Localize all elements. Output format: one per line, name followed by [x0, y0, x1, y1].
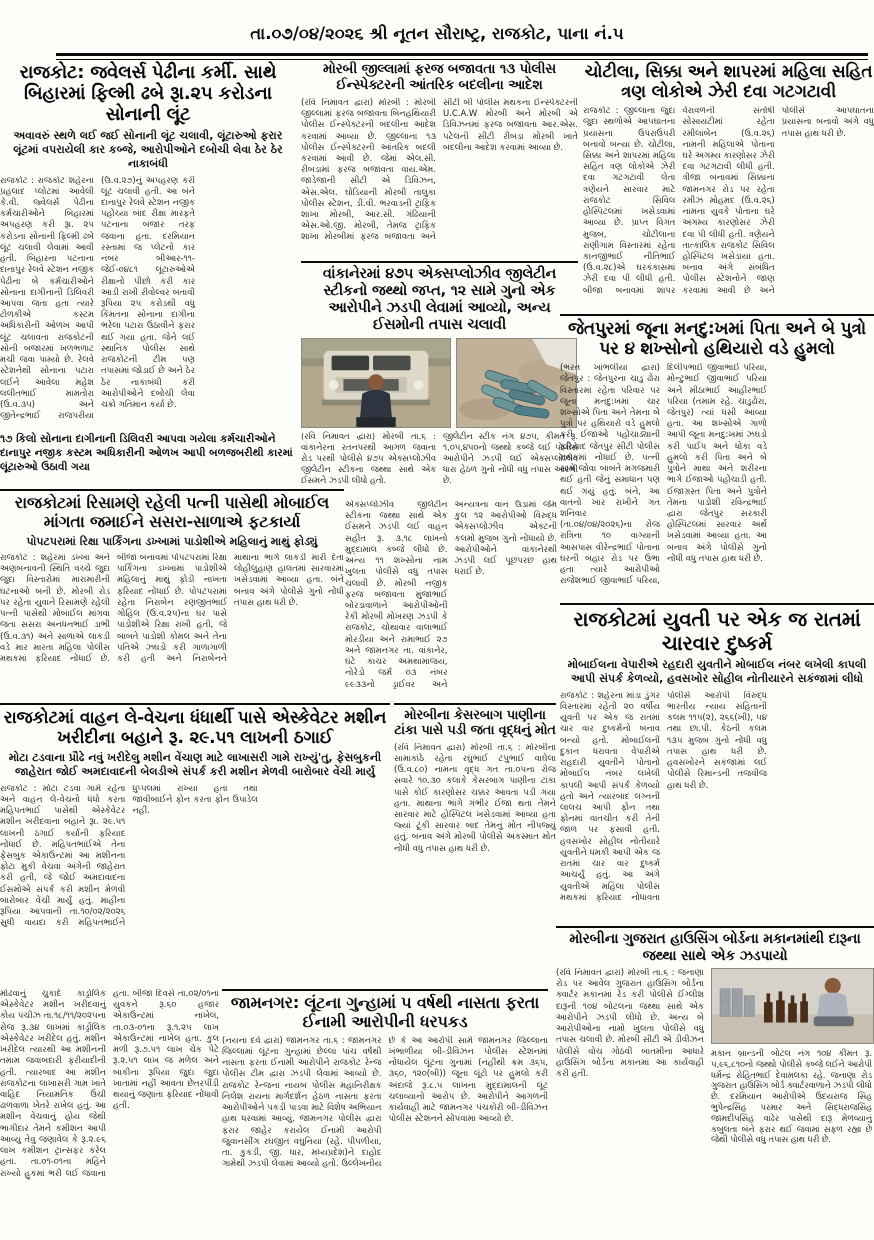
page-header-dateline: તા.૦૭/૦૪/૨૦૨૬ શ્રી નૂતન સૌરાષ્ટ્ર, રાજકોટ, પાના નં.૫: [250, 24, 624, 43]
caption-row: [301, 431, 578, 485]
liquor-seizure-photo: [711, 968, 874, 1044]
article-gelatin-seizure: [301, 261, 578, 497]
headline: ચોટીલા, સિક્કા અને શાપરમાં મહિલા સહિત ત્રણ લોકોએ ઝેરી દવા ગટગટાવી: [584, 62, 873, 103]
article-wife-mobile-dispute: [0, 489, 344, 701]
headline: મોરબીના કેસરબાગ પાણીના ટાંકા પાસે પડી જતા વૃદ્ધનું મોત: [394, 708, 556, 739]
photo-caption: મકાન બ્રાન્ડની બોટલ નંગ ૧૦૪ કીમત રૂ. ૫,૯૬,૮૧૦નો જથ્થો પોલીસે કબ્જે લઈને આરોપી ધર્મેન્દ્ર રોહિતભાઈ દેવામલકા રહે. જનાણા રોડ ગુજરાત હાઉસિંગ બોર્ડ ક્વાર્ટરવાળાને ઝડપી લીધો છે. દરમિયાન આરોપીએ ઉદયરાજ સિંહ ભુપેન્દ્રસિંહ પરમાર અને સિદ્ધરાજસિંહ જામદીપસિંહ વાઢેર પાસેથી દારૂ મેળવ્યાનું કબુલતા બંને ફરાર થઈ જવામાં સફળ રહ્યા છે જેથી પોલીસે વધુ તપાસ હાથ ધરી છે.: [711, 1048, 872, 1145]
article-jamnagar-arrest: [222, 989, 548, 1189]
article-body: એક્સપ્લોઝીવ જીલેટીન સ્ટીકના જથ્થા સાથે એક ઈસમને ઝડપી લઈ વાહન સહીત રૂ. ૩.૧૮ લાખનો મુદ્દામાલ કબ્જે લીધો છે. અન્ય ૧૧ શખ્સોના નામ ખુલતા પોલીસે વધુ તપાસ ચલાવી છે. મોરબી નજીક ફરજ બજાવતા મુંજાભાઈ બોરડાવાળાને આરોપીઓની રેકી મોરબી મોખરણ ઝડપી કે રાજકોટ, ચોથાવાર વાલાભાઈ મોરડીયા અને રામાભાઈ ૨૭ અને જામનગર તા. વાંકાનેર, ઘંટે કાચર અમથામાજય, નોરેડો જર્મ ૦૩ નંબર ૯૯૩૩નો ડ્રાઈવર અને અન્યત્રના વાન ઉંડામાં જેમ કુલ ૧૨ આરોપીઓ વિરુદ્ધ એક્સપ્લોઝીવ એક્ટની કલમો મુજબ ગુનો નોંધાયો છે. આરોપીઓને વાંકાનેરથી ઝડપી લઈ પૂછપરછ હાથ ધરાઈ છે.: [345, 500, 557, 690]
article-body: (નયના દવે દ્વારા) જામનગર તા.૬ : જામનગર જિલ્લામાં લૂંટના ગુન્હામાં છેલ્લા પાંચ વર્ષથી નાસતા ફરતા ઈનામી આરોપીને રાજકોટ રેન્જ પોલીસ ટીમ દ્વારા ઝડપી લેવામાં આવ્યો છે. રાજકોટ રેન્જના નાયબ પોલીસ મહાનિરીક્ષક નિલેશ રાયના માર્ગદર્શન હેઠળ નાસતા ફરતા આરોપીઓને પકડી પાડવા માટે વિશેષ અભિયાન હાથ ધરવામાં આવ્યું. જામનગર પોલીસ દ્વારા ફરાર જાહેર કરાયેલ ઈનામી આરોપી જુવાનસીંગ રઘજીત વઘુનિયા (રહે. પીપળીયા, તા. કુકડી, જી. ધાર, મધ્યપ્રદેશ)ને દાહોદ ગામેથી ઝડપી લેવામાં આવ્યો હતો. ઉલ્લેખનીય છે કે આ આરોપી સામે જામનગર જિલ્લાના ખંભાળીયા બી-ડીવિઝન પોલીસ સ્ટેશનમાં નોંધાયેલ લૂંટના ગુનામાં (નહીંથી ક્રમ ૩૬૫, ૩૬૦, ૧૨૦(બી)) જૂના લૂંટો પર હુમલો કરી અંદાજે રૂ.૮.૫ લાખના મુદ્દામાલની લૂંટ ચલાવ્યાનો આરોપ છે. આરોપીને આગળની કાર્યવાહી માટે જામનગર પંચકોરી બી-ડીવિઝન પોલીસ સ્ટેશનને સોંપવામાં આવ્યો છે.: [222, 1035, 548, 1170]
gelatin-sticks-illustration: [457, 339, 576, 427]
article-body: રાજકોટ : શહેરમાં ડખ્ખા અને અણબનાવની સ્થિતિ વચ્ચે જુદા જુદા વિસ્તારોમાં મારામારીની ઘટનાઓ બની છે. મોરબી રોડ પર રહેતા યુવાને રિસામણે રહેલી પત્ની પાસેથી મોબાઈલ માંગવા જતા સસરા અનધનભાઈ ડાભી (ઉ.વ.૩૧) અને સાળાએ લાકડી વડે માર મારતા મહિલા પોલીસ મથકમાં ફરિયાદ નોંધાઈ છે. બીજા બનાવમાં પોપટપરામાં રિક્ષા પાર્કિંગના ડખ્ખામાં પાડોશીએ મહિલાનું માથું ફોડી નાખતા ફરિયાદ નોંધાઈ છે. પોપટપરામાં રહેતા નિરાબેન રણજીતભાઈ ગોહિલ (ઉ.વ.૨૫)ના ઘર પાસે પાડોશીએ રિક્ષા રાખી હતી, જે બાબતે પાડોશી કોમલ અને તેના પતિએ ઝઘડો કરી ગાળાગાળી કરી હતી અને નિરાબેનને માથાના ભાગે લાકડી મારી દેતા લોહીલુહાણ હાલતમાં સારવારમાં ખસેડવામાં આવ્યા હતા. બંને બનાવ અંગે પોલીસે ગુનો નોંધી તપાસ હાથ ધરી છે.: [0, 553, 344, 665]
headline: મોરબીના ગુજરાત હાઉસિંગ બોર્ડના મકાનમાંથી દારૂના જથ્થા સાથે એક ઝડપાયો: [569, 931, 861, 964]
liquor-seizure-illustration: [712, 969, 873, 1043]
article-excavator-continuation: [0, 989, 219, 1187]
article-jetpur-attack: [560, 314, 874, 601]
article-liquor-seizure: [556, 926, 874, 1238]
headline: જેતપુરમાં જૂના મનદુ:ખમાં પિતા અને બે પુત્રો પર ૪ શખ્સોનો હથિયારો વડે હુમલો: [568, 319, 866, 360]
subheadline: પોપટપરામાં રિક્ષા પાર્કિંગના ડખ્ખામાં પાડોશીએ મહિલાનું માથું ફોડ્યું: [26, 534, 318, 548]
photo-caption-left: (રવિ નિમાવત દ્વારા) મોરબી તા.૬ : વાંકાનેરના રતનપરથી આગળ જવાના રોડ પરથી પોલીસે ૪૭૫ એક્સપ્લોઝીવ જીલેટીન સ્ટીકના જથ્થા સાથે એક ઈસમને ઝડપી લીધો હતો.: [301, 431, 436, 485]
bold-footer: ૧૭ કિલો સોનાના દાગીનાની ડિલિવરી આપવા ગયેલા કર્મચારીઓને દાનાપુર નજીક કસ્ટમ અધિકારીની ઓળખ આપી બળજબરીથી કારમાં લૂંટારુઓ ઉઠાવી ગયા: [0, 432, 293, 473]
police-vehicle-photo: [301, 338, 451, 428]
headline: જામનગર: લૂંટના ગુન્હામાં ૫ વર્ષથી નાસતા ફરતા ઈનામી આરોપીની ધરપકડ: [230, 993, 540, 1031]
article-body: (ભરત ખાંભલીયા દ્વારા) જેતપુર : જેતપુરના ચાડુ ઢોરા વિસ્તારમાં રહેતા પરિવાર પર જૂના મનદુ:ખમાં ચાર શખ્સોએ પિતા અને તેમના બે પુત્રો પર હથિયારો વડે હુમલો કરી ઈજાઓ પહોંચાડ્યાની ફરિયાદ જેતપુર સીટી પોલીસ મથકમાં નોંધાઈ છે. પત્ની સામે જોવા બાબતે મગજમારી થઈ હતી જેનું સમાધાન પણ થઈ ગયું હતું. બંને, આ વાતનો ખાર રાખીને ગત શનિવાર (તા.૦૪/૦૪/૨૦૨૬)ના રોજ રાત્રિના ૧૦ વાગ્યાની આસપાસ વીરેન્દ્રભાઈ પોતાના ઘરની બહાર રોડ પર ઉભા હતા ત્યારે આરોપીઓ રાજેશભાઈ જીવાભાઈ પરિયા, દિલીપભાઈ જીવાભાઈ પરિયા, મોન્ટુભાઈ જીવાભાઈ પરિયા અને મીઠાભાઈ આહીરભાઈ પરિયા (તમામ રહે. ચાડુઢોરા, જેતપુર) ત્યાં ધસી આવ્યા હતા. આ શખ્સોએ ગાળો આપી જૂના મનદુ:ખમાં ઝઘડો કરી પાઈપ અને ધોકા વડે હુમલો કરી પિતા અને બે પુત્રોને માથા અને શરીરના ભાગે ઈજાઓ પહોંચાડી હતી. ઈજાગ્રસ્ત પિતા અને પુત્રોને તેમના પાડોશી રવિન્દ્રભાઈ દ્વારા જેતપુર સરકારી હોસ્પિટલમાં સારવાર અર્થે ખસેડવામાં આવ્યા હતા. આ બનાવ અંગે પોલીસે ગુનો નોંધી વધુ તપાસ હાથ ધરી છે.: [560, 363, 767, 587]
article-body: રાજકોટ : રાજકોટ શહેરના પ્રહલાદ પ્લોટમાં આવેલી કે.વી. જ્વેલર્સ પેઢીના કર્મચારીઓને બિહારમાં અપહરણ કરી રૂા. ૨૫ કરોડના સોનાની ફિલ્મી ઢબે લૂંટ ચલાવી લેવામાં આવી હતી. બિહારના પટનાના દાનાપુર રેલવે સ્ટેશન નજીક પેઢીના બે કર્મચારીઓને સોનાના દાગીનાની ડિલિવરી આપવા જતા હતા ત્યારે ટોળકીએ કસ્ટમ અધિકારીની ઓળખ આપી લૂંટ ચલાવતા રાજકોટની સોની બજારમાં ખળભળાટ મચી જવા પામ્યો છે. રેલવે સ્ટેશનેથી સોનાના પટારા લઈને આવેલા મહેશ લલીતભાઈ મામતોરા (ઉ.વ.૩૫) અને જીતેન્દ્રભાઈ રાજપરીયા (ઉ.વ.૨૭)નું અપહરણ કરી લૂંટ ચલાવી હતી. આ બંને દાનાપુર રેલવે સ્ટેશન નજીક પહોંચ્યા બાદ રીક્ષા મારફતે પટનાના બજાર તરફ જવાના હતા. દરમિયાન રસ્તામાં જ પ્લેટનો કાર નંબર બીઆર-૧૧-જેઈ-૦૪૮૧ લૂંટારુઓએ રીક્ષાનો પીછો કરી કાર આડી રાખી રીવોલ્વર બતાવી રૂપિયા ૨૫ કરોડથી વધુ કિંમતના સોનાના દાગીના ભરેલા પટારા ઉઠાવીને ફરાર થઈ ગયા હતા. જેને લઈ સ્થાનિક પોલીસ સાથે રાજકોટની ટીમ પણ તપાસમાં જોડાઈ છે અને ઠેર ઠેર નાકાબંધી કરી આરોપીઓને દબોચી લેવા ચક્રો ગતિમાન કર્યા છે.: [0, 175, 195, 422]
article-body: રાજકોટ : જીલ્લાના જુદા જુદા સ્થળોએ આપઘાતના પ્રયાસના ઉપરાઉપરી બનાવો બન્યા છે. ચોટીલા, સિક્કા અને શાપરમાં મહિલા સહિત ત્રણ લોકોએ ઝેરી દવા ગટગટાવી લેતા ત્રણેયને સારવાર માટે રાજકોટ સિવિલ હોસ્પિટલમાં ખસેડવામાં આવ્યા છે. પ્રાપ્ત વિગત મુજબ, ચોટીલાના રાણીગામ વિસ્તારમાં રહેતા કાનજીભાઈ નીતિભાઈ (ઉ.વ.૨૮)એ ઘરકંકાસમાં ઝેરી દવા પી લીધી હતી. બીજા બનાવમાં શાપર વેરાવળની સંતોષી સોસાયટીમાં રહેતા રમીલાબેન (ઉ.વ.૨૬) નામની મહિલાએ પોતાના ઘરે અગમ્ય કારણોસર ઝેરી દવા ગટગટાવી લીધી હતી. ત્રીજા બનાવમાં સિક્કાના જામનગર રોડ પર રહેતા રમીઝ મોહમદ (ઉ.વ.૨૬) નામના યુવકે પોતાના ઘરે અગમ્ય કારણોસર ઝેરી દવા પી લીધી હતી. ત્રણેયને તાત્કાલિક રાજકોટ સિવિલ હોસ્પિટલ ખસેડાયા હતા. બનાવ અંગે સંબંધિત પોલીસ સ્ટેશનોને જાણ કરવામાં આવી છે અને પોલીસે આપઘાતના પ્રયાસના બનાવો અંગે વધુ તપાસ હાથ ધરી છે.: [583, 106, 874, 296]
article-rape-case: [560, 603, 874, 925]
header-double-rule: [56, 53, 868, 60]
article-body: (રવિ નિમાવત દ્વારા) મોરબી તા.૬ : જનાણા રોડ પર આવેલ ગુજરાત હાઉસિંગ બોર્ડના ક્વાર્ટર મકાનમાં રેડ કરી પોલીસે ઈંગ્લીશ દારૂની ૧૦૪ બોટલના જથ્થા સાથે એક આરોપીને ઝડપી લીધો છે. અન્ય બે આરોપીઓના નામો ખુલતા પોલીસે વધુ તપાસ ચલાવી છે. મોરબી સીટી એ ડીવીઝન પોલીસે વોચ ગોઠવી બાતમીના આધારે હાઉસિંગ બોર્ડના મકાનમાં આ કાર્યવાહી કરી હતી.: [556, 968, 704, 1079]
liquor-article-layout: [556, 968, 874, 1230]
subheadline: મોબાઈલના વેપારીએ રહદારી યુવતીને મોબાઈલ નંબર લખેલી કાપલી આપી સંપર્ક કેળવ્યો, હવસખોર સોહીલ નોતીયારને સકંજામાં લીધો: [567, 658, 867, 686]
article-morbi-pi-transfer: [301, 62, 578, 260]
subheadline: અવાવરું સ્થળે લઈ જઈ સોનાની લૂંટ ચલાવી, લૂંટારુઓ ફરાર લૂંટમાં વપરાયેલી કાર કબ્જે, આરોપીઓને દબોચી લેવા ઠેર ઠેર નાકાબંધી: [13, 128, 283, 171]
article-poison-cases: [583, 62, 874, 314]
police-vehicle-illustration: [302, 339, 450, 427]
article-body: (રવિ નિમાવત દ્વારા) મોરબી તા.૬ : મોરબીના સામાકાંઠે રહેતા રઘુભાઈ ટપુભાઈ વાઘેલા (ઉ.વ.૮૦) નામના વૃદ્ધ ગત તા.૦૫ના રોજ સવારે ૧૦.૩૦ કલાકે કેસરબાગ પાણીના ટાંકા પાસે કોઈ કારણોસર ચક્કર આવતા પડી ગયા હતા. માથાના ભાગે ગંભીર ઈજા થતા તેમને સારવાર માટે હોસ્પિટલ ખસેડવામાં આવ્યા હતા જ્યાં ટૂંકી સારવાર બાદ તેમનું મોત નીપજ્યું હતું. બનાવ અંગે મોરબી પોલીસે અકસ્માત મોત નોંધી વધુ તપાસ હાથ ધરી છે.: [394, 742, 556, 854]
headline: રાજકોટ: જવેલર્સ પેઢીના કર્મી. સાથે બિહારમાં ફિલ્મી ઢબે રૂા.૨૫ કરોડના સોનાની લૂંટ: [19, 62, 277, 126]
article-tank-death: [394, 703, 556, 987]
article-jewellers-loot: [0, 62, 296, 488]
article-excavator-fraud: [0, 703, 390, 987]
headline: રાજકોટમાં વાહન લે-વેચના ધંધાર્થી પાસે એસ્કેવેટર મશીન ખરીદીના બહાને રૂ. ૨૯.૫૧ લાખની ઠગાઈ: [3, 708, 387, 749]
headline: રાજકોટમાં રિસામણે રહેલી પત્ની પાસેથી મોબાઈલ માંગતા જમાઈને સસરા-સાળાએ ફટકાર્યા: [14, 493, 330, 531]
subheadline: મોટા ટડવાના પ્રૌઢે નવું ખરીદેલુ મશીન વેંચાણ માટે લાખાસરી ગામે રાખ્યું'તુ, ફેસબુકની જાહેરાત જોઈ અમદાવાદની બેલડીએ સંપર્ક કરી મશીન મેળવી બારોબાર વેંચી માર્યુ: [8, 751, 382, 779]
headline: વાંકાનેરમાં ૪૭૫ એક્સપ્લોઝીવ જીલેટીન સ્ટીકનો જથ્થો જપ્ત, ૧૨ સામે ગુનો એક આરોપીને ઝડપી લેવામાં આવ્યો, અન્ય ઈસમોની તપાસ ચલાવી: [322, 266, 557, 334]
article-body: રાજકોટ : મોટા ટડવા ગામે રહેતા અને વાહન લે-વેચનો ધંધો કરતા મહિપતભાઈ પાસેથી એસ્કેવેટર મશીન ખરીદવાના બહાને રૂા. ૨૯.૫૧ લાખની ઠગાઈ કર્યાની ફરિયાદ નોંધાઈ છે. મહિપતભાઈએ તેના ફેસબુક એકાઉન્ટમાં આ મશીનના ફોટા મુકી વેચવા અંગેની જાહેરાત કરી હતી, જે જોઈ અમદાવાદના ઈસમોએ સંપર્ક કરી મશીન મેળવી બારોબાર વેંચી માર્યું હતું. માહીના રૂપિયા આપવાની તા.૧૦/૦૨/૨૦૨૬ સુધી વાયદા કરી મહિપતભાઈને ધુપ્પલમાં રાખ્યા હતા તથા જાવીબાઈને ફોન કરતા ફોન ઉપાડેલ નહીં.: [0, 783, 258, 929]
article-body: (રવિ નિમાવત દ્વારા) મોરબી : મોરબી જીલ્લામાં ફરજ બજાવતા બિનહથિયારી પોલીસ ઈન્સ્પેક્ટરની બદલીના આદેશ કરવામાં આવ્યા છે. જીલ્લાના ૧૩ પોલીસ ઈન્સ્પેક્ટરની આંતરિક બદલી કરવામાં આવી છે. જેમાં એલ.સી. રીબડામાં ફરજ બજાવતા વાય.એમ. જાડેજાની સીટી એ ડિવિઝન, એસ.એલ. ઘોડિયાની મોરબી તાલુકા પોલીસ સ્ટેશન, ડી.વી. ભરવાડની ટ્રાફિક શાખા મોરબી, આર.સી. ગંઢિયાની એસ.ઓ.જી. મોરબી, તેમજ ટ્રાફિક શાખા મોરબીમાં ફરજ બજાવતા અને સીટી બી પોલીસ મથકના ઈન્સ્પેક્ટરની U.C.A.W મોરબી અને મોરબી એ ડિવિઝનમાં ફરજ બજાવતા આર.એસ. પટેલની સીટી રીબડા મોરબી ખાતે બદલીના આદેશ કરવામાં આવ્યા છે.: [301, 97, 578, 243]
gelatin-sticks-photo: [456, 338, 577, 428]
photo-row: [301, 338, 578, 428]
article-body: મોઢવાનું ચુકાદે કાર્ડ્રોલિક એસ્કેવેટર મશીન ખરીદવાનું કોય પંચીઝ તા.૧૮/૧૧/૨૦૨૫ના રોજ રૂ.૩૪ લાખમાં કાર્ડ્રોલિક એસ્કેવેટર ખરીદેલ હતું. મશીન ખરીદેલ ત્યારથી આ મશીનની તમામ જવાબદારી ફરીયાદીની હતી. ત્યારબાદ આ મશીન રાજકોટના લાખાસરી ગામ ખાતે વાહિદ નિયામતિક ઉંચી ઢાળવાળા ખેતરે રાખેલ હતું. આ મશીન વેચવાનું હોય જેથી ભાગીદાર તેમને કમીશન આપી આવ્યુ તેવુ જણાવેલ કે રૂ.૨.૯૬ લાખ કમીશન ટ્રાન્સફર કરેલ હતા. તા.૦૧-૦૧ના મહિને રાખ્યો હુકમાં ભરી લઈ જવાના હતા. બીજા દિવસે તા.૦૨/૦૧ના યુવકને રૂ.૬૦ હજાર એકાઉન્ટમાં નાખેલ, તા.૦૩-૦૧ના રૂ.૧.૨૫ લાખ એકાઉન્ટમાં નાખેલ હતા. કુલ મળી રૂ.૭.૫૧ લાખ ચેક પેટે રૂ.૨.૫૧ લાખ જ મળેલ અને બાકીના રૂપિયા જુદા જુદા ખાતામાં નહીં આવતા છેતરપીંડી થયાનું જણાતા ફરિયાદ નોંધાવી હતી.: [0, 989, 219, 1179]
article-gelatin-continuation: [345, 500, 557, 698]
headline: રાજકોટમાં યુવતી પર એક જ રાતમાં ચારવાર દુષ્કર્મ: [573, 607, 861, 655]
headline: મોરબી જીલ્લામાં ફરજ બજાવતા ૧૩ પોલીસ ઈન્સ્પેક્ટરની આંતરિક બદલીના આદેશ: [323, 61, 556, 93]
article-body: રાજકોટ : શહેરના માંડા ડુંગર વિસ્તારમાં રહેતી ૨૦ વર્ષીય યુવતી પર એક જ રાતમાં ચાર વાર દુષ્કર્મનો બનાવ બન્યો હતો. મોબાઈલની દુકાન ધરાવતા વેપારીએ રાહદારી યુવતીને પોતાનો મોબાઈલ નંબર લખેલી કાપલી આપી સંપર્ક કેળવ્યો હતો અને ત્યારબાદ લગ્નની લાલચ આપી ફોન તથા ફોનમાં વાતચીત કરી તેની જાળ પર ફસાવી હતી. હવસખોર સોહીલ નોતીયારે યુવતીને ધમકી આપી એક જ રાતમાં ચાર વાર દુષ્કર્મ આચર્યું હતું. આ અંગે યુવતીએ મહિલા પોલીસ મથકમાં ફરિયાદ નોંધાવતા પોલીસે આરોપી વિરુદ્ધ ભારતીય ન્યાય સંહિતાની કલમ ૧૧૫(૨), ૨૬૬(ખી), ૫૪ તથા છા.પી. કેઠની કલમ ૧૩૫ મુજબ ગુનો નોંધી વધુ તપાસ હાથ ધરી છે. હવસખોરને સકંજામાં લઈ પોલીસે રિમાન્ડની તજવીજ હાથ ધરી છે.: [560, 690, 767, 903]
photo-caption-right: જીલેટીન સ્ટીક નંગ ૪૭૫, કીમત રૂ. ૧,૦૫,૪૫૦નો જથ્થો કબ્જે લઈ પોલીસે આરોપીને ઝડપી લઈ એક્સપ્લોઝીવ ધારા હેઠળ ગુનો નોંધી વધુ તપાસ આરંભી છે.: [443, 431, 578, 485]
